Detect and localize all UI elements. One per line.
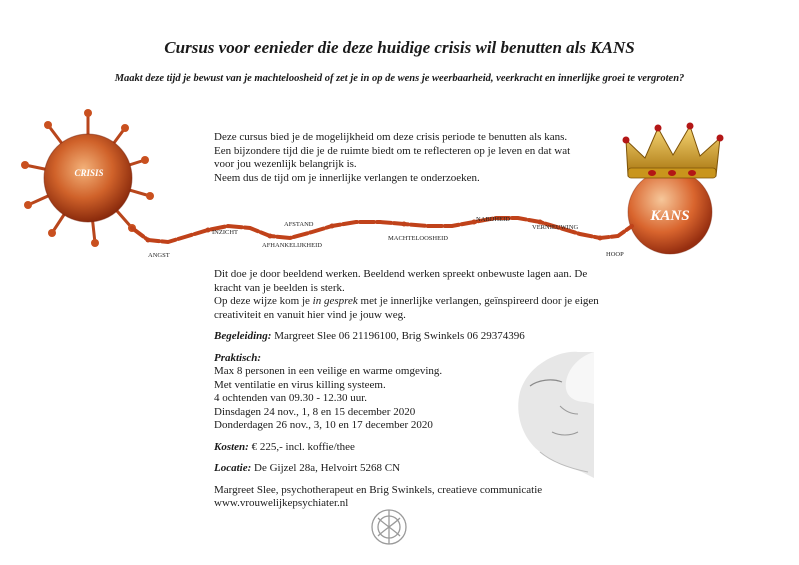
kosten-line xyxy=(214,441,604,455)
intro-line: Neem dus de tijd om je innerlijke verlangen te onderzoeken. xyxy=(214,171,480,184)
locatie-label: Locatie: xyxy=(214,462,252,474)
virus-label: CRISIS xyxy=(74,168,104,178)
kosten-value: € 225,- incl. koffie/thee xyxy=(251,440,355,453)
locatie-value: De Gijzel 28a, Helvoirt 5268 CN xyxy=(254,462,401,474)
page-title: Cursus voor eenieder die deze huidige crisis wil benutten als KANS xyxy=(164,38,635,57)
word-vernieuwing: VERNIEUWING xyxy=(532,224,579,231)
word-afstand: AFSTAND xyxy=(284,221,314,228)
begeleiding-label: Begeleiding: xyxy=(214,330,272,342)
intro-line: Deze cursus bied je de mogelijkheid om deze crisis periode te benutten als kans. xyxy=(214,131,568,143)
word-nabijheid: NABIJHEID xyxy=(476,216,510,223)
page-subtitle: Maakt deze tijd je bewust van je machteloosheid of zet je in op de wens je weerbaarheid, veerkracht en innerlijke groei te vergroten? xyxy=(114,73,685,84)
praktisch-line: Met ventilatie en virus killing systeem. xyxy=(214,378,386,391)
crown-ball-label: KANS xyxy=(650,208,690,224)
body-paragraph-1: Dit doe je door beeldend werken. Beeldend werken spreekt onbewuste lagen aan. De kracht van je beelden is sterk. xyxy=(214,268,588,294)
word-afhankelijkheid: AFHANKELIJKHEID xyxy=(262,242,322,249)
begeleiding-line xyxy=(214,330,604,344)
virus-icon xyxy=(21,109,154,247)
praktisch-line: 4 ochtenden van 09.30 - 12.30 uur. xyxy=(214,392,368,404)
body-paragraph-2 xyxy=(214,295,604,322)
word-inzicht: INZICHT xyxy=(212,229,238,236)
locatie-line xyxy=(214,462,604,476)
word-hoop: HOOP xyxy=(606,251,624,258)
intro-text xyxy=(214,131,589,185)
ornament-logo-icon xyxy=(372,510,406,544)
praktisch-line: Max 8 personen in een veilige en warme omgeving. xyxy=(214,365,443,377)
course-details xyxy=(214,268,604,511)
kosten-label: Kosten: xyxy=(214,440,249,453)
praktisch-line: Donderdagen 26 nov., 3, 10 en 17 december 2020 xyxy=(214,419,433,431)
p2-start: Op deze wijze kom je xyxy=(214,295,310,307)
word-angst: ANGST xyxy=(148,252,170,259)
crown-icon xyxy=(623,123,724,179)
praktisch-label: Praktisch: xyxy=(214,351,262,364)
intro-line: Een bijzondere tijd die je de ruimte biedt om te reflecteren op je leven en dat wat voor jou wezenlijk belangrijk is. xyxy=(214,144,571,170)
word-machteloosheid: MACHTELOOSHEID xyxy=(388,235,448,242)
credits-line: Margreet Slee, psychotherapeut en Brig Swinkels, creatieve communicatie xyxy=(214,483,543,496)
praktisch-line: Dinsdagen 24 nov., 1, 8 en 15 december 2020 xyxy=(214,405,416,418)
p2-end: met je innerlijke verlangen, geïnspireerd door je eigen creativiteit en vanuit hier vind je jouw weg. xyxy=(214,295,599,321)
website-link[interactable]: www.vrouwelijkepsychiater.nl xyxy=(214,497,349,509)
p2-italic: in gesprek xyxy=(312,295,358,307)
begeleiding-value: Margreet Slee 06 21196100, Brig Swinkels 06 29374396 xyxy=(274,330,525,342)
